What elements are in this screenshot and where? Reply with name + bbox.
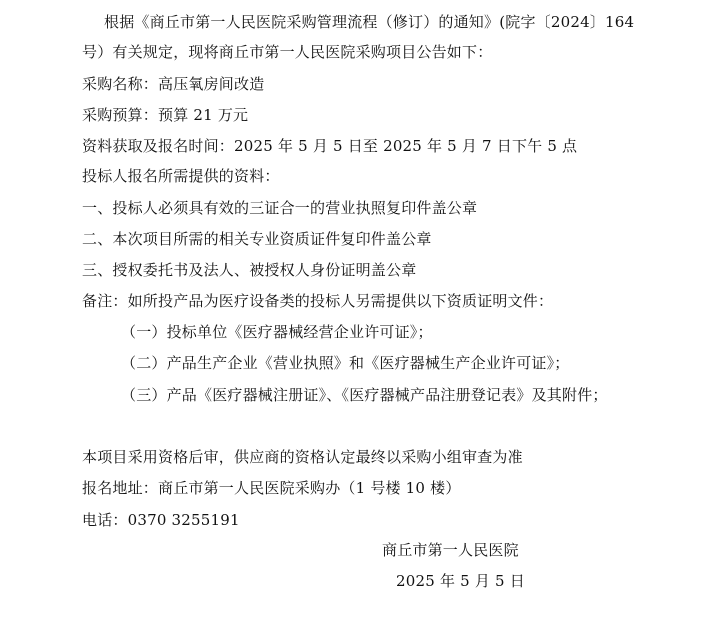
remark-item: （三）产品《医疗器械注册证》、《医疗器械产品注册登记表》及其附件； (121, 386, 608, 404)
remark-item: （一）投标单位《医疗器械经营企业许可证》； (121, 323, 433, 341)
materials-item: 二、本次项目所需的相关专业资质证件复印件盖公章 (82, 230, 432, 248)
remark-item: （二）产品生产企业《营业执照》和《医疗器械生产企业许可证》； (121, 354, 570, 372)
materials-item: 一、投标人必须具有效的三证合一的营业执照复印件盖公章 (82, 199, 478, 217)
intro-paragraph-line-1: 根据《商丘市第一人民医院采购管理流程（修订）的通知》(院字〔2024〕164 (104, 13, 635, 31)
project-name: 采购名称：高压氧房间改造 (82, 75, 265, 93)
budget: 采购预算：预算 21 万元 (82, 106, 249, 124)
intro-paragraph-line-2: 号）有关规定，现将商丘市第一人民医院采购项目公告如下： (82, 43, 493, 61)
review-statement: 本项目采用资格后审，供应商的资格认定最终以采购小组审查为准 (82, 448, 523, 466)
registration-time: 资料获取及报名时间：2025 年 5 月 5 日至 2025 年 5 月 7 日下午 5 点 (82, 137, 578, 155)
registration-address: 报名地址：商丘市第一人民医院采购办（1 号楼 10 楼） (82, 479, 461, 497)
signature-date: 2025 年 5 月 5 日 (396, 572, 525, 590)
materials-item: 三、授权委托书及法人、被授权人身份证明盖公章 (82, 261, 417, 279)
remark: 备注：如所投产品为医疗设备类的投标人另需提供以下资质证明文件： (82, 292, 554, 310)
phone: 电话：0370 3255191 (82, 511, 240, 529)
materials-heading: 投标人报名所需提供的资料： (82, 167, 280, 185)
signature-organization: 商丘市第一人民医院 (382, 541, 519, 559)
